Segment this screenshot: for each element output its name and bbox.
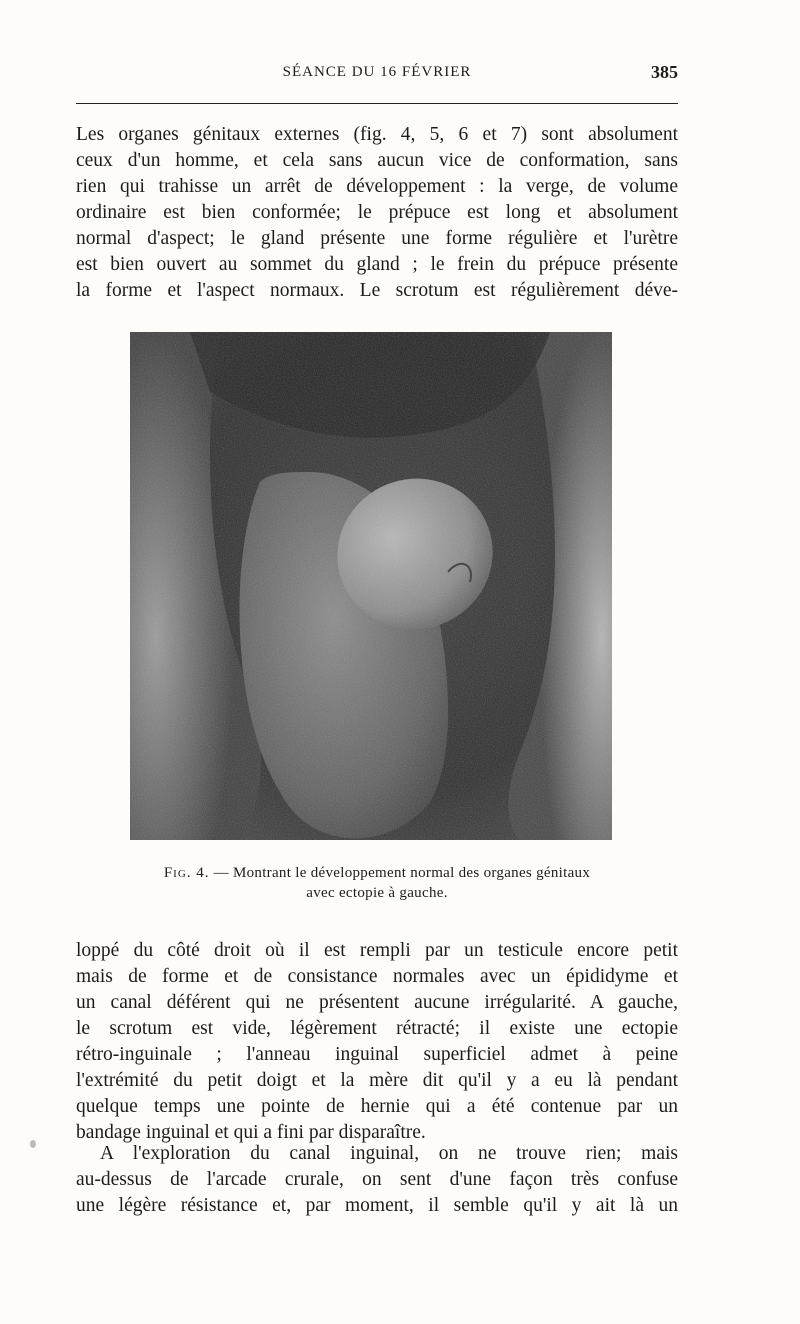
- text-line: ordinaire est bien conformée; le prépuce est long et absolument: [76, 202, 678, 223]
- page-number: 385: [651, 62, 678, 82]
- caption-text-1: — Montrant le développement normal des organes génitaux: [213, 865, 591, 881]
- text-line: l'extrémité du petit doigt et la mère dit qu'il y a eu là pendant: [76, 1070, 678, 1091]
- caption-label: Fig. 4.: [163, 865, 210, 881]
- text-line: mais de forme et de consistance normales avec un épididyme et: [76, 966, 678, 987]
- text-line: bandage inguinal et qui a fini par disparaître.: [76, 1122, 426, 1143]
- text-line: la forme et l'aspect normaux. Le scrotum est régulièrement déve-: [76, 280, 678, 301]
- paragraph-3: [76, 1141, 678, 1219]
- text-line: normal d'aspect; le gland présente une forme régulière et l'urètre: [76, 228, 678, 249]
- text-line: une légère résistance et, par moment, il semble qu'il y ait là un: [76, 1195, 678, 1216]
- text-line: un canal déférent qui ne présentent aucune irrégularité. A gauche,: [76, 992, 678, 1013]
- text-line: Les organes génitaux externes (fig. 4, 5, 6 et 7) sont absolument: [76, 124, 678, 145]
- text-line: rétro-inguinale ; l'anneau inguinal superficiel admet à peine: [76, 1044, 678, 1065]
- text-line: quelque temps une pointe de hernie qui a été contenue par un: [76, 1096, 678, 1117]
- text-line: au-dessus de l'arcade crurale, on sent d'une façon très confuse: [76, 1169, 678, 1190]
- header-rule: [76, 103, 678, 104]
- anatomical-photograph: [130, 332, 612, 840]
- caption-line-1: [76, 863, 678, 883]
- paragraph-1: [76, 122, 678, 304]
- caption-line-2: avec ectopie à gauche.: [306, 885, 448, 901]
- text-line: le scrotum est vide, légèrement rétracté; il existe une ectopie: [76, 1018, 678, 1039]
- text-line: A l'exploration du canal inguinal, on ne trouve rien; mais: [100, 1143, 678, 1164]
- figure-caption: [76, 863, 678, 903]
- text-line: loppé du côté droit où il est rempli par un testicule encore petit: [76, 940, 678, 961]
- text-line: est bien ouvert au sommet du gland ; le frein du prépuce présente: [76, 254, 678, 275]
- paragraph-2: [76, 938, 678, 1146]
- text-line: ceux d'un homme, et cela sans aucun vice de conformation, sans: [76, 150, 678, 171]
- text-line: rien qui trahisse un arrêt de développement : la verge, de volume: [76, 176, 678, 197]
- margin-speck: [30, 1140, 36, 1148]
- running-head: [76, 60, 678, 90]
- running-title: SÉANCE DU 16 FÉVRIER: [282, 64, 472, 80]
